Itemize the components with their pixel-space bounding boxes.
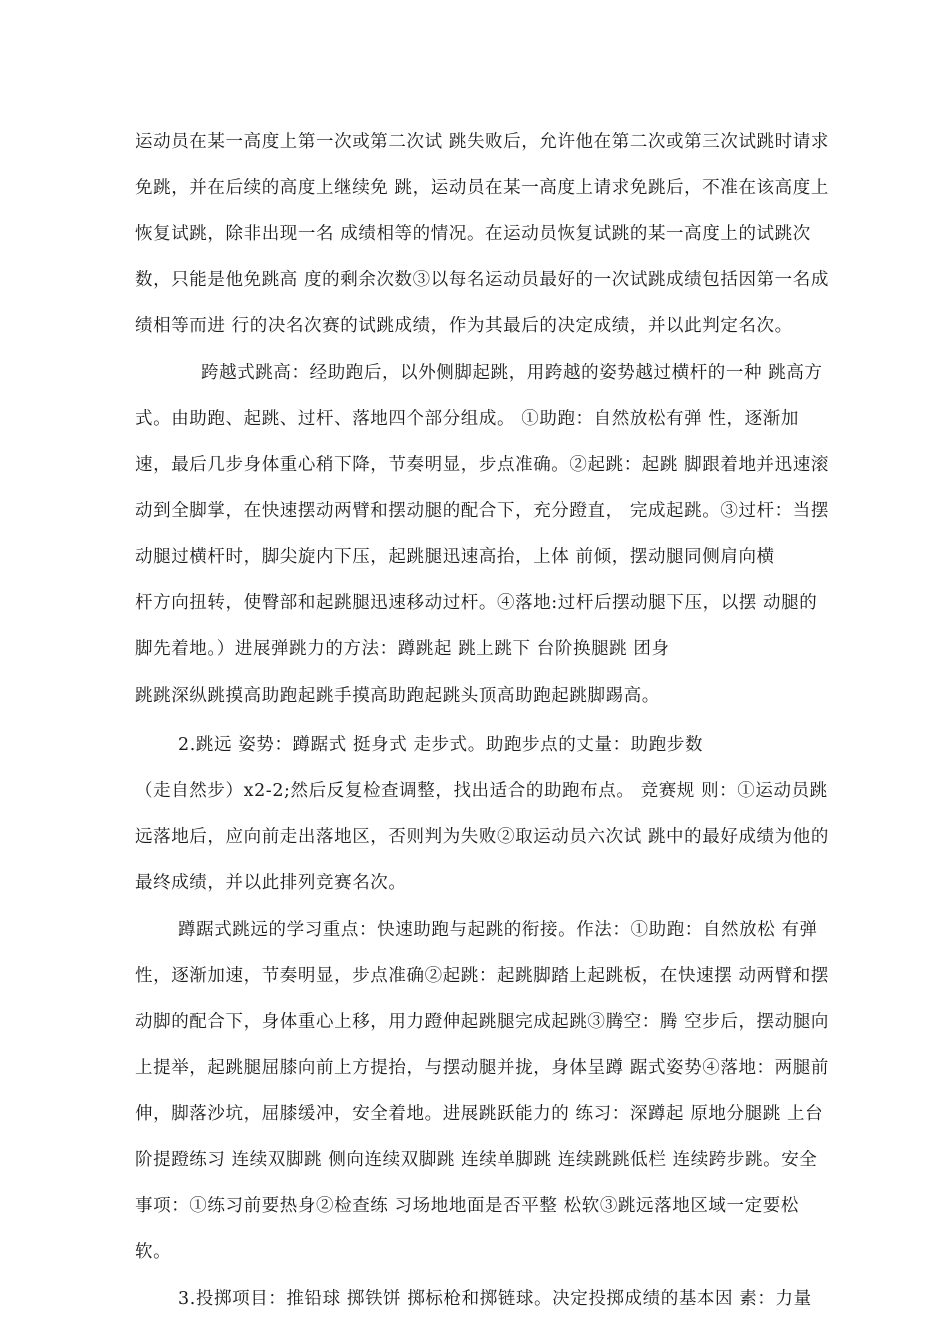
- text-line: （走自然步）x2-2;然后反复检查调整，找出适合的助跑布点。 竞赛规 则：①运动员跳: [135, 781, 828, 801]
- text-line: 2.跳远 姿势：蹲踞式 挺身式 走步式。助跑步点的丈量：助跑步数: [178, 735, 704, 755]
- text-line: 跳跳深纵跳摸高助跑起跳手摸高助跑起跳头顶高助跑起跳脚踢高。: [135, 686, 660, 706]
- text-line: 免跳，并在后续的高度上继续免 跳，运动员在某一高度上请求免跳后，不准在该高度上: [135, 178, 829, 198]
- text-line: 蹲踞式跳远的学习重点：快速助跑与起跳的衔接。作法：①助跑：自然放松 有弹: [178, 920, 818, 940]
- text-line: 运动员在某一高度上第一次或第二次试 跳失败后，允许他在第二次或第三次试跳时请求: [135, 132, 829, 152]
- text-line: 数，只能是他免跳高 度的剩余次数③以每名运动员最好的一次试跳成绩包括因第一名成: [135, 270, 829, 290]
- text-line: 最终成绩，并以此排列竞赛名次。: [135, 873, 407, 893]
- text-line: 绩相等而进 行的决名次赛的试跳成绩，作为其最后的决定成绩，并以此判定名次。: [135, 316, 793, 336]
- text-line: 软。: [135, 1242, 172, 1262]
- text-line: 跨越式跳高：经助跑后，以外侧脚起跳，用跨越的姿势越过横杆的一种 跳高方: [201, 363, 823, 383]
- text-line: 远落地后，应向前走出落地区，否则判为失败②取运动员六次试 跳中的最好成绩为他的: [135, 827, 829, 847]
- text-line: 阶提蹬练习 连续双脚跳 侧向连续双脚跳 连续单脚跳 连续跳跳低栏 连续跨步跳。安全: [135, 1150, 818, 1170]
- text-line: 伸，脚落沙坑，屈膝缓冲，安全着地。进展跳跃能力的 练习：深蹲起 原地分腿跳 上台: [135, 1104, 824, 1124]
- text-line: 3.投掷项目：推铅球 掷铁饼 掷标枪和掷链球。决定投掷成绩的基本因 素：力量: [178, 1289, 812, 1309]
- text-line: 上提举，起跳腿屈膝向前上方提抬，与摆动腿并拢，身体呈蹲 踞式姿势④落地：两腿前: [135, 1058, 829, 1078]
- text-line: 动腿过横杆时，脚尖旋内下压，起跳腿迅速高抬，上体 前倾，摆动腿同侧肩向横: [135, 547, 775, 567]
- text-line: 式。由助跑、起跳、过杆、落地四个部分组成。 ①助跑：自然放松有弹 性，逐渐加: [135, 409, 799, 429]
- text-line: 事项：①练习前要热身②检查练 习场地地面是否平整 松软③跳远落地区域一定要松: [135, 1196, 799, 1216]
- text-line: 动到全脚掌，在快速摆动两臂和摆动腿的配合下，充分蹬直， 完成起跳。③过杆：当摆: [135, 501, 829, 521]
- text-line: 速，最后几步身体重心稍下降，节奏明显，步点准确。②起跳：起跳 脚跟着地并迅速滚: [135, 455, 829, 475]
- text-line: 动脚的配合下，身体重心上移，用力蹬伸起跳腿完成起跳③腾空：腾 空步后，摆动腿向: [135, 1012, 829, 1032]
- text-line: 恢复试跳，除非出现一名 成绩相等的情况。在运动员恢复试跳的某一高度上的试跳次: [135, 224, 811, 244]
- text-line: 脚先着地。）进展弹跳力的方法：蹲跳起 跳上跳下 台阶换腿跳 团身: [135, 639, 670, 659]
- text-line: 性，逐渐加速，节奏明显，步点准确②起跳：起跳脚踏上起跳板，在快速摆 动两臂和摆: [135, 966, 829, 986]
- text-line: 杆方向扭转，使臀部和起跳腿迅速移动过杆。④落地:过杆后摆动腿下压，以摆 动腿的: [135, 593, 818, 613]
